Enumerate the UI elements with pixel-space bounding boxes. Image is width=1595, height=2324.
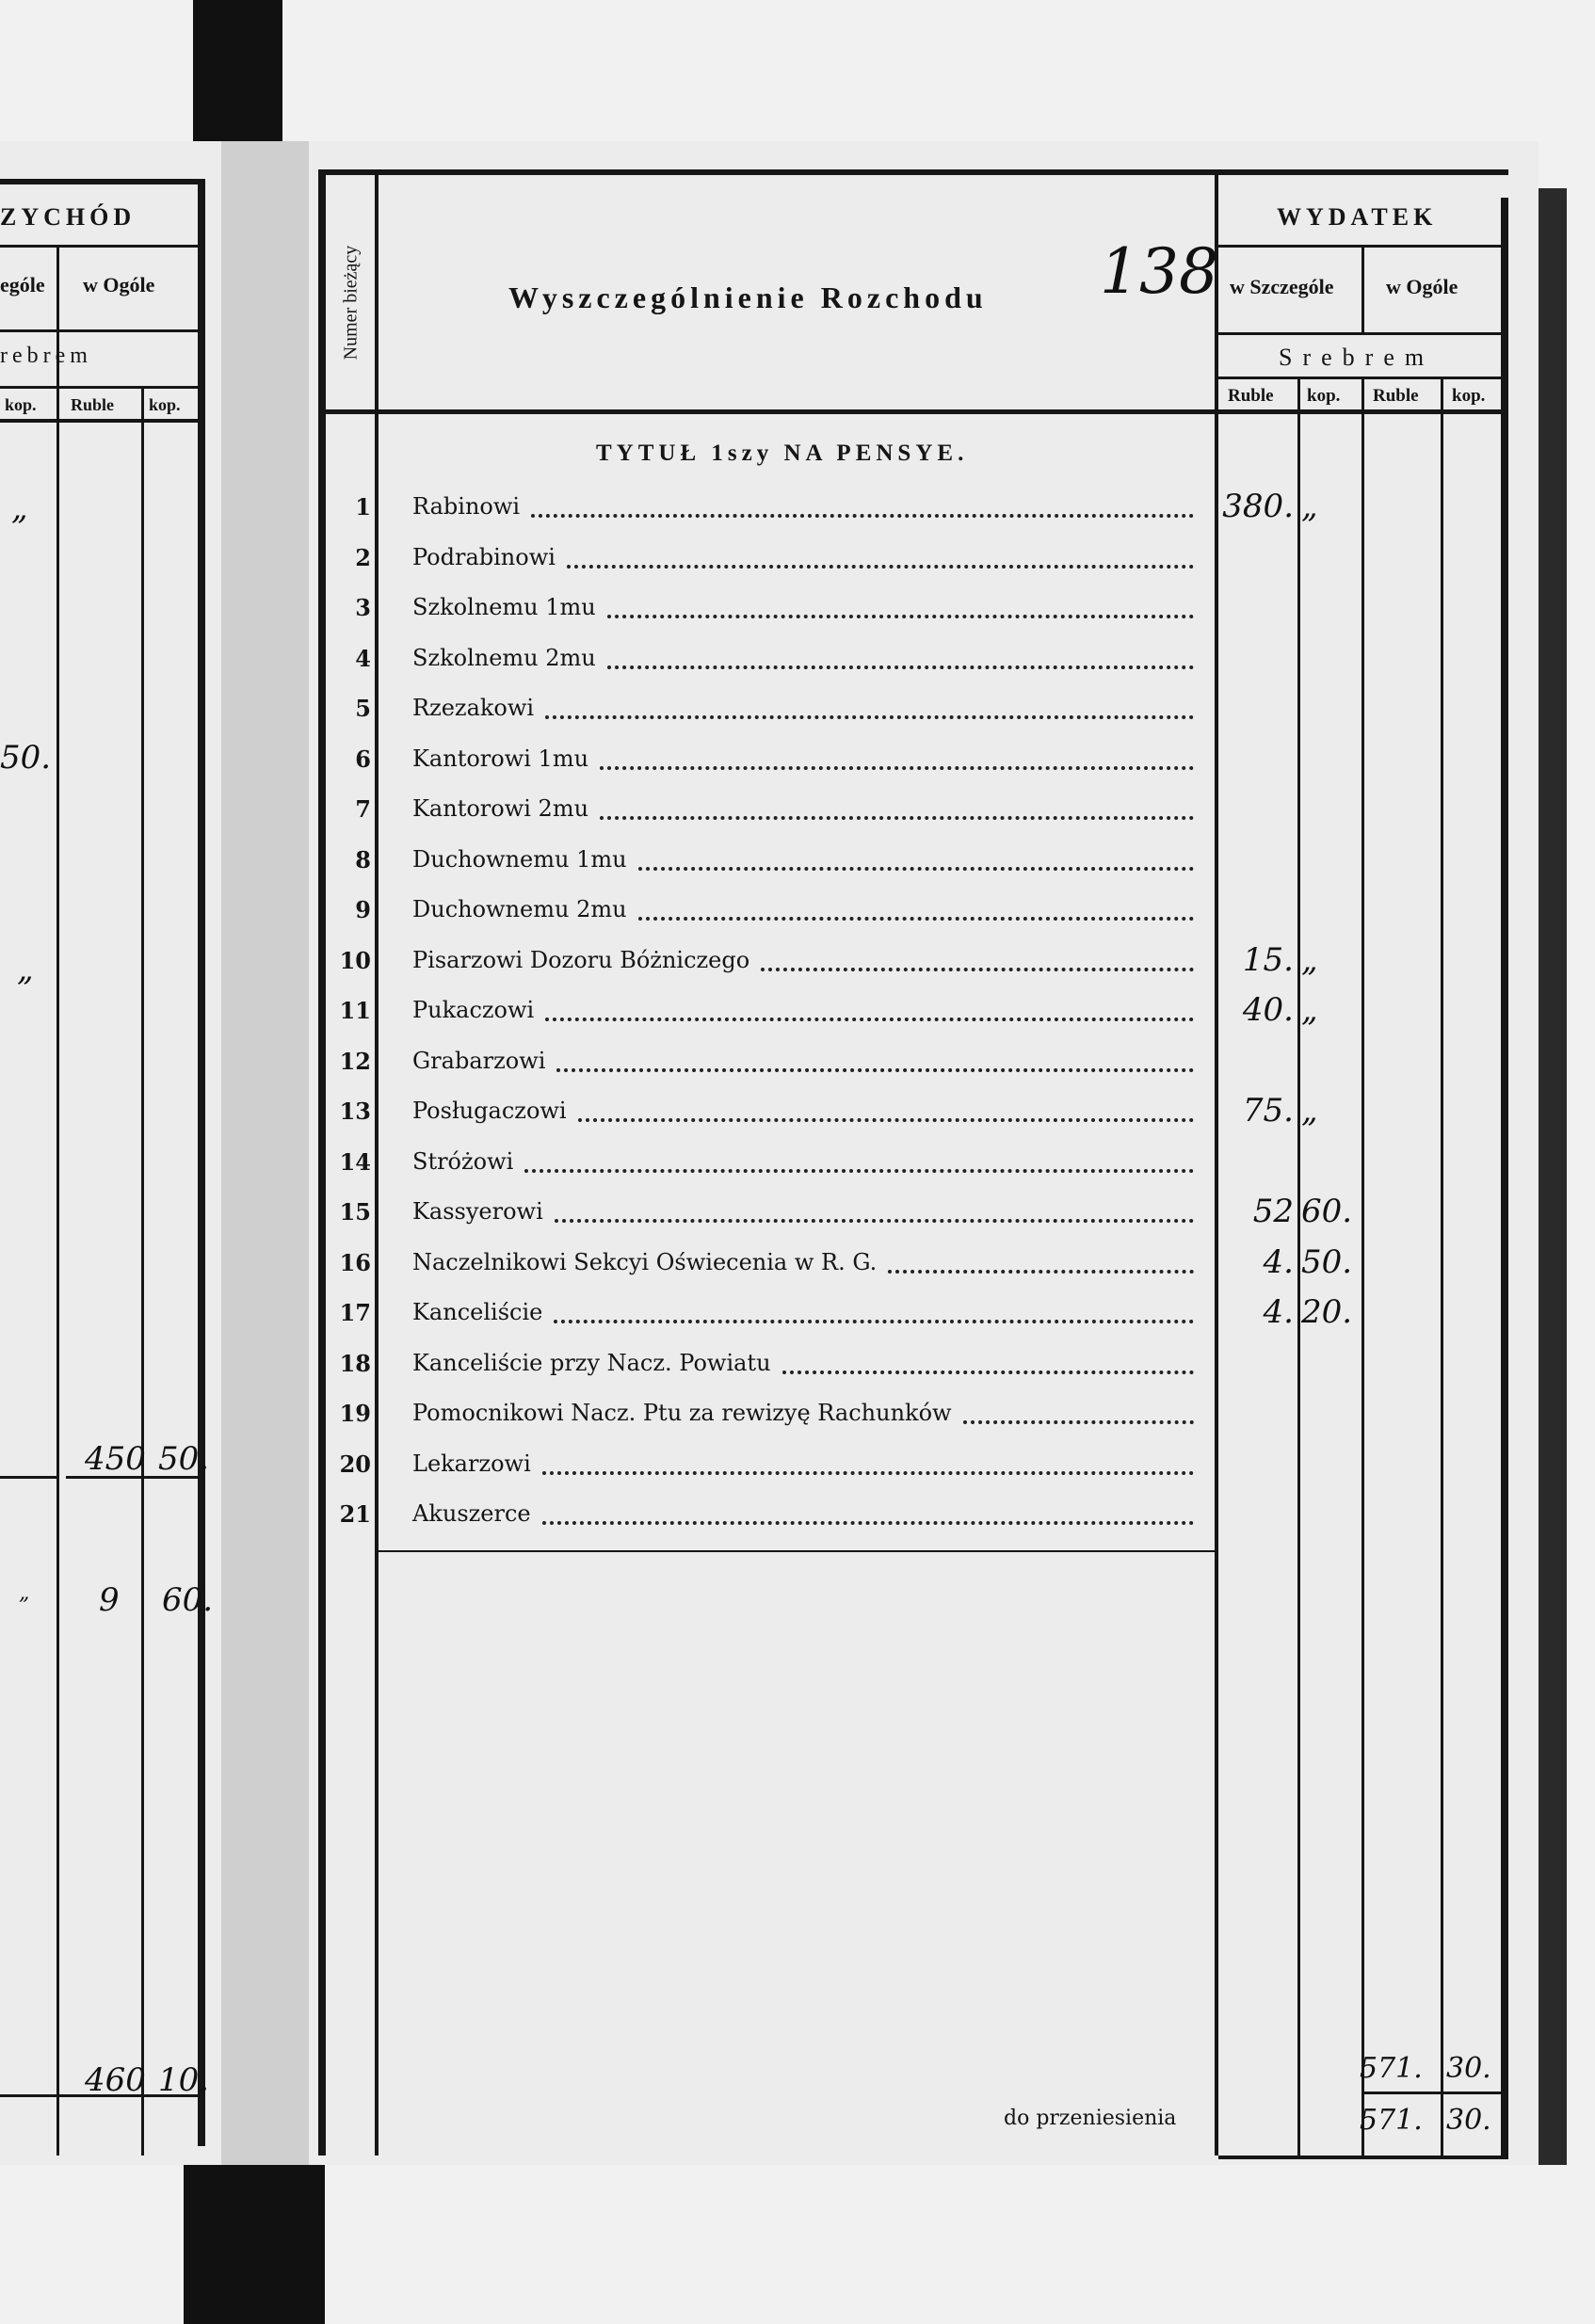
amount-rubles: 75. bbox=[1242, 1092, 1294, 1130]
gutter bbox=[221, 141, 309, 2165]
row-number: 21 bbox=[339, 1500, 371, 1528]
amount-kop: „ bbox=[1301, 488, 1318, 525]
ledger-row bbox=[309, 1137, 1508, 1188]
row-number: 16 bbox=[339, 1248, 371, 1276]
dot-leader bbox=[963, 1420, 1194, 1424]
total-kop: 30. bbox=[1446, 2052, 1491, 2085]
row-number: 8 bbox=[355, 845, 371, 874]
row-description: Kantorowi 2mu bbox=[412, 795, 589, 822]
row-description: Grabarzowi bbox=[412, 1047, 546, 1074]
left-entry: „ bbox=[11, 489, 28, 527]
left-sub-kop: kop. bbox=[5, 395, 37, 414]
ledger-row bbox=[309, 1288, 1508, 1338]
ledger-row bbox=[309, 633, 1508, 684]
dot-leader bbox=[761, 968, 1194, 971]
amount-rubles: 4. bbox=[1263, 1242, 1294, 1281]
row-number: 7 bbox=[355, 795, 371, 823]
left-sub-kop2: kop. bbox=[149, 395, 181, 414]
row-description: Duchownemu 2mu bbox=[412, 896, 627, 922]
row-description: Szkolnemu 1mu bbox=[412, 594, 596, 620]
ledger-row bbox=[309, 583, 1508, 633]
row-number: 2 bbox=[355, 543, 371, 571]
section-title: TYTUŁ 1szy NA PENSYE. bbox=[596, 441, 969, 466]
row-description: Pukaczowi bbox=[412, 997, 535, 1023]
ledger-row bbox=[309, 1338, 1508, 1389]
ledger-row bbox=[309, 734, 1508, 785]
carry-kop: 30. bbox=[1446, 2104, 1491, 2137]
left-entry: 60. bbox=[162, 1581, 214, 1619]
ledger-row bbox=[309, 835, 1508, 886]
dot-leader bbox=[567, 565, 1194, 569]
dot-leader bbox=[545, 715, 1194, 719]
ledger-row bbox=[309, 784, 1508, 835]
row-description: Akuszerce bbox=[412, 1500, 531, 1527]
row-description: Kantorowi 1mu bbox=[412, 745, 589, 772]
dot-leader bbox=[555, 1219, 1194, 1223]
number-column-header: Numer bieżący bbox=[340, 245, 362, 361]
row-description: Duchownemu 1mu bbox=[412, 845, 627, 873]
amount-rubles: 380. bbox=[1222, 488, 1294, 525]
row-number: 3 bbox=[355, 594, 371, 621]
binding-strip-bottom bbox=[184, 2156, 325, 2324]
left-entry: 450 bbox=[85, 1440, 146, 1478]
dot-leader bbox=[554, 1320, 1194, 1323]
dot-leader bbox=[782, 1370, 1194, 1374]
row-number: 14 bbox=[339, 1147, 371, 1176]
ledger-row bbox=[309, 1086, 1508, 1137]
row-number: 5 bbox=[355, 695, 371, 722]
left-entry: „ bbox=[17, 951, 34, 988]
expense-title: WYDATEK bbox=[1277, 203, 1438, 231]
row-description: Naczelnikowi Sekcyi Oświecenia w R. G. bbox=[412, 1248, 878, 1275]
right-edge-shadow bbox=[1539, 188, 1567, 2165]
ledger-row bbox=[309, 936, 1508, 986]
ledger-row bbox=[309, 683, 1508, 734]
ledger-row bbox=[309, 1439, 1508, 1490]
amount-rubles: 15. bbox=[1242, 940, 1294, 979]
left-sub-ruble: Ruble bbox=[71, 395, 115, 414]
sub-kop2-header: kop. bbox=[1452, 386, 1486, 406]
binding-strip-top bbox=[193, 0, 282, 141]
ledger-row bbox=[309, 533, 1508, 584]
ledger-row bbox=[309, 1036, 1508, 1087]
page-title: Wyszczególnienie Rozchodu bbox=[508, 280, 988, 314]
row-description: Pisarzowi Dozoru Bóżniczego bbox=[412, 946, 750, 973]
page-number: 138 bbox=[1100, 235, 1218, 308]
amount-kop: 20. bbox=[1301, 1293, 1353, 1331]
amount-kop: „ bbox=[1301, 1092, 1318, 1130]
left-entry: 50. bbox=[158, 1440, 210, 1478]
row-description: Posługaczowi bbox=[412, 1098, 567, 1124]
row-number: 11 bbox=[339, 997, 371, 1024]
row-number: 4 bbox=[355, 644, 371, 672]
amount-rubles: 4. bbox=[1263, 1293, 1294, 1331]
sub-kop-header: kop. bbox=[1307, 386, 1341, 406]
row-description: Podrabinowi bbox=[412, 543, 556, 570]
left-entry: „ bbox=[19, 1581, 30, 1605]
amount-rubles: 52 bbox=[1252, 1193, 1294, 1230]
left-col-total: w Ogóle bbox=[83, 273, 155, 297]
ledger-row bbox=[309, 986, 1508, 1036]
total-rubles: 571. bbox=[1360, 2052, 1423, 2085]
row-description: Rzezakowi bbox=[412, 695, 535, 721]
row-number: 1 bbox=[355, 493, 371, 521]
col-detail-header: w Szczególe bbox=[1230, 275, 1334, 298]
row-number: 10 bbox=[339, 946, 371, 974]
col-total-header: w Ogóle bbox=[1386, 275, 1458, 298]
ledger-row bbox=[309, 1187, 1508, 1238]
dot-leader bbox=[600, 766, 1194, 770]
ledger-row bbox=[309, 1489, 1508, 1540]
row-description: Stróżowi bbox=[412, 1147, 514, 1175]
amount-kop: „ bbox=[1301, 940, 1318, 979]
row-number: 17 bbox=[339, 1299, 371, 1326]
amount-kop: 60. bbox=[1301, 1193, 1353, 1230]
ledger-row bbox=[309, 1388, 1508, 1439]
left-currency: rebrem bbox=[0, 344, 92, 368]
amount-rubles: 40. bbox=[1242, 991, 1294, 1029]
expense-rows bbox=[309, 482, 1508, 1546]
amount-kop: 50. bbox=[1301, 1242, 1353, 1281]
dot-leader bbox=[545, 1018, 1194, 1021]
dot-leader bbox=[542, 1471, 1194, 1475]
dot-leader bbox=[600, 816, 1194, 820]
currency-header: Srebrem bbox=[1279, 344, 1435, 371]
carry-forward-label: do przeniesienia bbox=[1004, 2107, 1177, 2130]
row-description: Kanceliście bbox=[412, 1299, 543, 1325]
row-number: 19 bbox=[339, 1400, 371, 1427]
row-number: 15 bbox=[339, 1198, 371, 1226]
row-description: Kassyerowi bbox=[412, 1198, 543, 1225]
dot-leader bbox=[888, 1270, 1194, 1274]
left-entry: 9 bbox=[99, 1581, 120, 1619]
sub-ruble2-header: Ruble bbox=[1373, 386, 1419, 406]
left-header-title: ZYCHÓD bbox=[0, 203, 137, 231]
row-number: 9 bbox=[355, 896, 371, 923]
dot-leader bbox=[524, 1169, 1194, 1173]
dot-leader bbox=[556, 1068, 1194, 1072]
dot-leader bbox=[531, 514, 1194, 518]
carry-rubles: 571. bbox=[1360, 2104, 1423, 2137]
left-ledger-page bbox=[0, 141, 221, 2165]
left-entry: 50. bbox=[0, 739, 52, 777]
row-description: Rabinowi bbox=[412, 493, 521, 520]
left-col-detail: ególe bbox=[0, 273, 45, 297]
row-description: Lekarzowi bbox=[412, 1450, 531, 1477]
row-number: 20 bbox=[339, 1450, 371, 1478]
ledger-page bbox=[309, 141, 1539, 2165]
row-description: Kanceliście przy Nacz. Powiatu bbox=[412, 1349, 771, 1376]
row-number: 12 bbox=[339, 1047, 371, 1075]
dot-leader bbox=[542, 1521, 1194, 1525]
amount-kop: „ bbox=[1301, 991, 1318, 1029]
left-entry: 10. bbox=[158, 2061, 210, 2099]
left-entry: 460 bbox=[85, 2061, 146, 2099]
dot-leader bbox=[638, 917, 1194, 921]
row-description: Pomocnikowi Nacz. Ptu za rewizyę Rachunków bbox=[412, 1400, 952, 1426]
row-number: 18 bbox=[339, 1349, 371, 1377]
ledger-row bbox=[309, 885, 1508, 936]
dot-leader bbox=[638, 867, 1194, 871]
dot-leader bbox=[578, 1118, 1194, 1122]
row-number: 6 bbox=[355, 745, 371, 773]
row-description: Szkolnemu 2mu bbox=[412, 644, 596, 671]
dot-leader bbox=[607, 665, 1194, 669]
sub-ruble-header: Ruble bbox=[1228, 386, 1274, 406]
dot-leader bbox=[607, 615, 1194, 618]
ledger-row bbox=[309, 1238, 1508, 1289]
ledger-row bbox=[309, 482, 1508, 533]
row-number: 13 bbox=[339, 1098, 371, 1125]
